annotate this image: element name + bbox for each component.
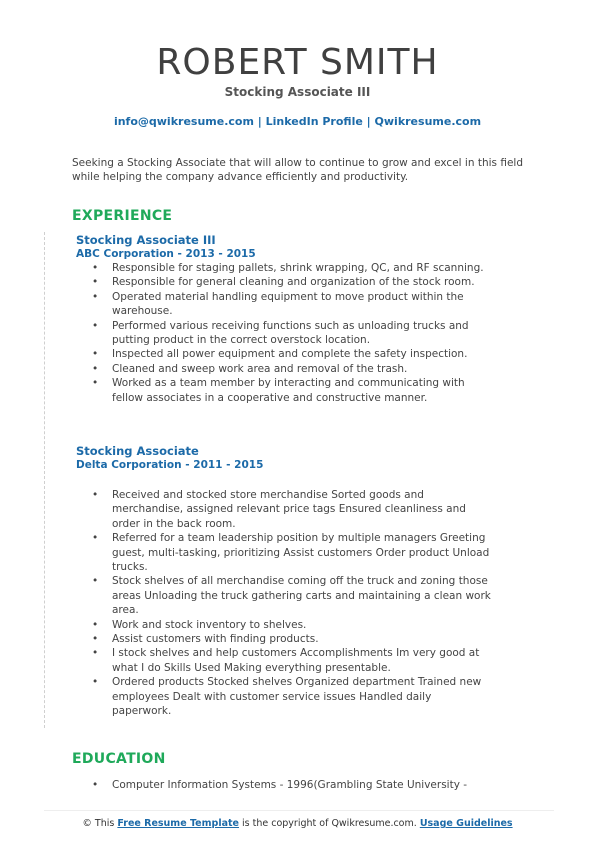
website-link[interactable]: Qwikresume.com — [374, 115, 482, 128]
job-bullet: • Received and stocked store merchandise Sorted goods and merchandise, assigned relevant price tags Ensured cleanliness and order in the back room. — [112, 488, 492, 531]
job-bullet: • Performed various receiving functions such as unloading trucks and putting product in the correct overstock location. — [112, 319, 492, 348]
job-role: Stocking Associate — [76, 444, 199, 458]
job-bullets — [76, 261, 516, 405]
footer-middle: is the copyright of Qwikresume.com. — [242, 818, 417, 829]
job-bullets — [76, 488, 516, 719]
job-role: Stocking Associate III — [76, 233, 216, 247]
education-bullets — [76, 778, 516, 792]
job-bullet: • Ordered products Stocked shelves Organized department Trained new employees Dealt with customer service issues Handled daily paperwork. — [112, 675, 492, 718]
job-bullet: • Referred for a team leadership position by multiple managers Greeting guest, multi-tasking, prioritizing Assist customers Order product Unload trucks. — [112, 531, 492, 574]
job-company: Delta Corporation - 2011 - 2015 — [76, 459, 264, 471]
job-bullet: • Operated material handling equipment to move product within the warehouse. — [112, 290, 492, 319]
email-link[interactable]: info@qwikresume.com — [113, 115, 254, 128]
job-bullet: • Work and stock inventory to shelves. — [112, 618, 492, 632]
education-heading: EDUCATION — [72, 751, 166, 767]
resume-name: ROBERT SMITH — [156, 42, 439, 83]
footer — [0, 818, 595, 829]
job-bullet: • Cleaned and sweep work area and removal of the trash. — [112, 362, 492, 376]
job-entry — [76, 444, 516, 719]
contact-separator: | — [366, 115, 371, 128]
education-entry — [76, 778, 516, 792]
job-bullet: • Worked as a team member by interacting and communicating with fellow associates in a cooperative and constructive manner. — [112, 376, 492, 405]
education-item: • Computer Information Systems - 1996(Grambling State University - — [112, 778, 492, 792]
job-bullet: • I stock shelves and help customers Accomplishments Im very good at what I do Skills Used Making everything presentable. — [112, 646, 492, 675]
footer-prefix: © This — [82, 818, 115, 829]
job-bullet: • Assist customers with finding products. — [112, 632, 492, 646]
linkedin-link[interactable]: LinkedIn Profile — [265, 115, 363, 128]
resume-title: Stocking Associate III — [224, 85, 371, 99]
usage-guidelines-link[interactable]: Usage Guidelines — [419, 818, 513, 829]
contact-separator: | — [257, 115, 262, 128]
summary-text: Seeking a Stocking Associate that will allow to continue to grow and excel in this field while helping the company advance efficiently and productivity. — [72, 157, 523, 183]
job-bullet: • Responsible for general cleaning and organization of the stock room. — [112, 275, 492, 289]
footer-divider — [44, 810, 554, 811]
contact-line — [0, 115, 595, 128]
job-company: ABC Corporation - 2013 - 2015 — [76, 248, 256, 260]
job-bullet: • Stock shelves of all merchandise coming off the truck and zoning those areas Unloading the truck gathering carts and maintaining a clean work area. — [112, 574, 492, 617]
job-bullet: • Responsible for staging pallets, shrink wrapping, QC, and RF scanning. — [112, 261, 492, 275]
experience-heading: EXPERIENCE — [72, 208, 173, 224]
job-bullet: • Inspected all power equipment and complete the safety inspection. — [112, 347, 492, 361]
job-entry — [76, 233, 516, 405]
free-resume-template-link[interactable]: Free Resume Template — [117, 818, 239, 829]
